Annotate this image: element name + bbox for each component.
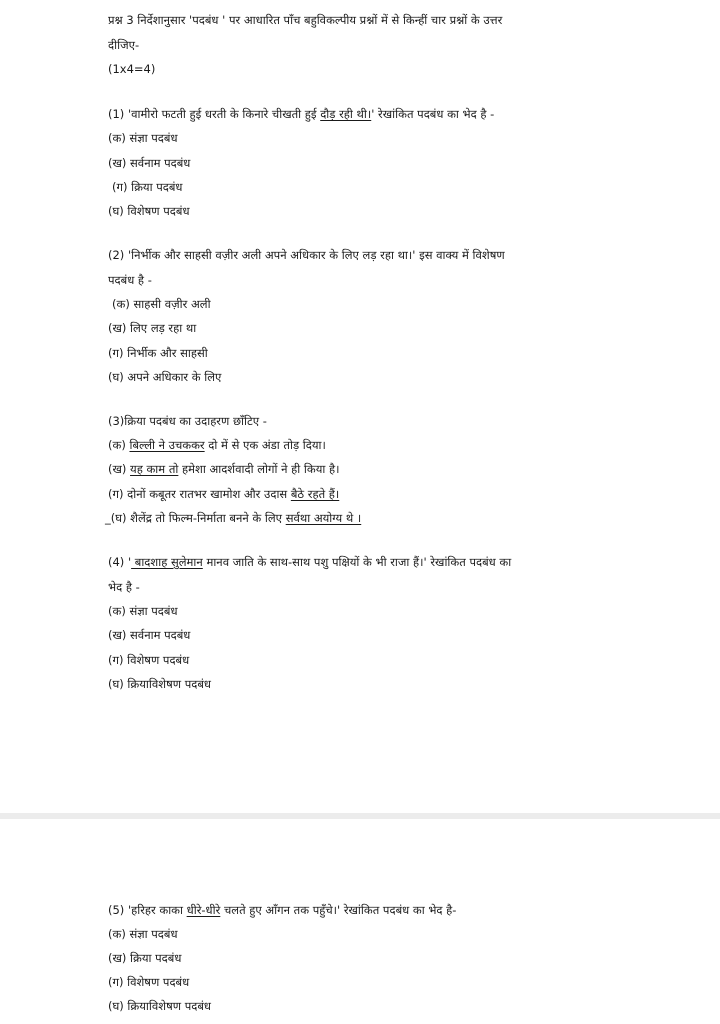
q5-option-b: (ख) क्रिया पदबंध (108, 951, 182, 965)
document-page-2 (0, 819, 720, 1024)
q1-option-c: (ग) क्रिया पदबंध (112, 180, 183, 194)
q5-option-a: (क) संज्ञा पदबंध (108, 927, 178, 941)
q4-option-a: (क) संज्ञा पदबंध (108, 604, 178, 618)
instruction-line-2: दीजिए- (108, 38, 140, 52)
q2-option-a: (क) साहसी वज़ीर अली (112, 297, 211, 311)
q2-option-c: (ग) निर्भीक और साहसी (108, 346, 208, 360)
underlined-phrase: धीरे-धीरे (186, 903, 221, 917)
question-2-line-1: (2) 'निर्भीक और साहसी वज़ीर अली अपने अधिकार के लिए लड़ रहा था।' इस वाक्य में विशेषण (108, 248, 505, 262)
q4-option-d: (घ) क्रियाविशेषण पदबंध (108, 677, 211, 691)
q3-option-a: (क) बिल्ली ने उचककर दो में से एक अंडा तोड़ दिया। (108, 438, 326, 452)
q1-option-a: (क) संज्ञा पदबंध (108, 131, 178, 145)
instruction-line-1: प्रश्न 3 निर्देशानुसार 'पदबंध ' पर आधारित पाँच बहुविकल्पीय प्रश्नों में से किन्हीं चार प्रश्नों के उत्तर (108, 13, 503, 27)
q5-option-c: (ग) विशेषण पदबंध (108, 975, 190, 989)
q4-option-b: (ख) सर्वनाम पदबंध (108, 628, 191, 642)
marks-label: (1x4=4) (108, 62, 156, 76)
q1-option-b: (ख) सर्वनाम पदबंध (108, 156, 191, 170)
q3-option-b: (ख) यह काम तो हमेशा आदर्शवादी लोगों ने ही किया है। (108, 462, 340, 476)
q3-option-d: _(घ) शैलेंद्र तो फिल्म-निर्माता बनने के लिए सर्वथा अयोग्य थे । (105, 511, 362, 525)
question-3: (3)क्रिया पदबंध का उदाहरण छाँटिए - (108, 414, 267, 428)
q2-option-b: (ख) लिए लड़ रहा था (108, 321, 197, 335)
q5-option-d: (घ) क्रियाविशेषण पदबंध (108, 999, 211, 1013)
q3-option-c: (ग) दोनों कबूतर रातभर खामोश और उदास बैठे रहते हैं। (108, 487, 340, 501)
question-4-line-1: (4) ' बादशाह सुलेमान मानव जाति के साथ-साथ पशु पक्षियों के भी राजा हैं।' रेखांकित पदबंध का (108, 555, 512, 569)
underlined-phrase: बादशाह सुलेमान (131, 555, 203, 569)
q4-option-c: (ग) विशेषण पदबंध (108, 653, 190, 667)
question-5: (5) 'हरिहर काका धीरे-धीरे चलते हुए आँगन तक पहुँचे।' रेखांकित पदबंध का भेद है- (108, 903, 457, 917)
question-4-line-2: भेद है - (108, 580, 140, 594)
q2-option-d: (घ) अपने अधिकार के लिए (108, 370, 222, 384)
question-2-line-2: पदबंध है - (108, 273, 152, 287)
underlined-phrase: दौड़ रही थी। (320, 107, 372, 121)
question-1: (1) 'वामीरो फटती हुई धरती के किनारे चीखती हुई दौड़ रही थी।' रेखांकित पदबंध का भेद है - (108, 107, 495, 121)
q1-option-d: (घ) विशेषण पदबंध (108, 204, 190, 218)
